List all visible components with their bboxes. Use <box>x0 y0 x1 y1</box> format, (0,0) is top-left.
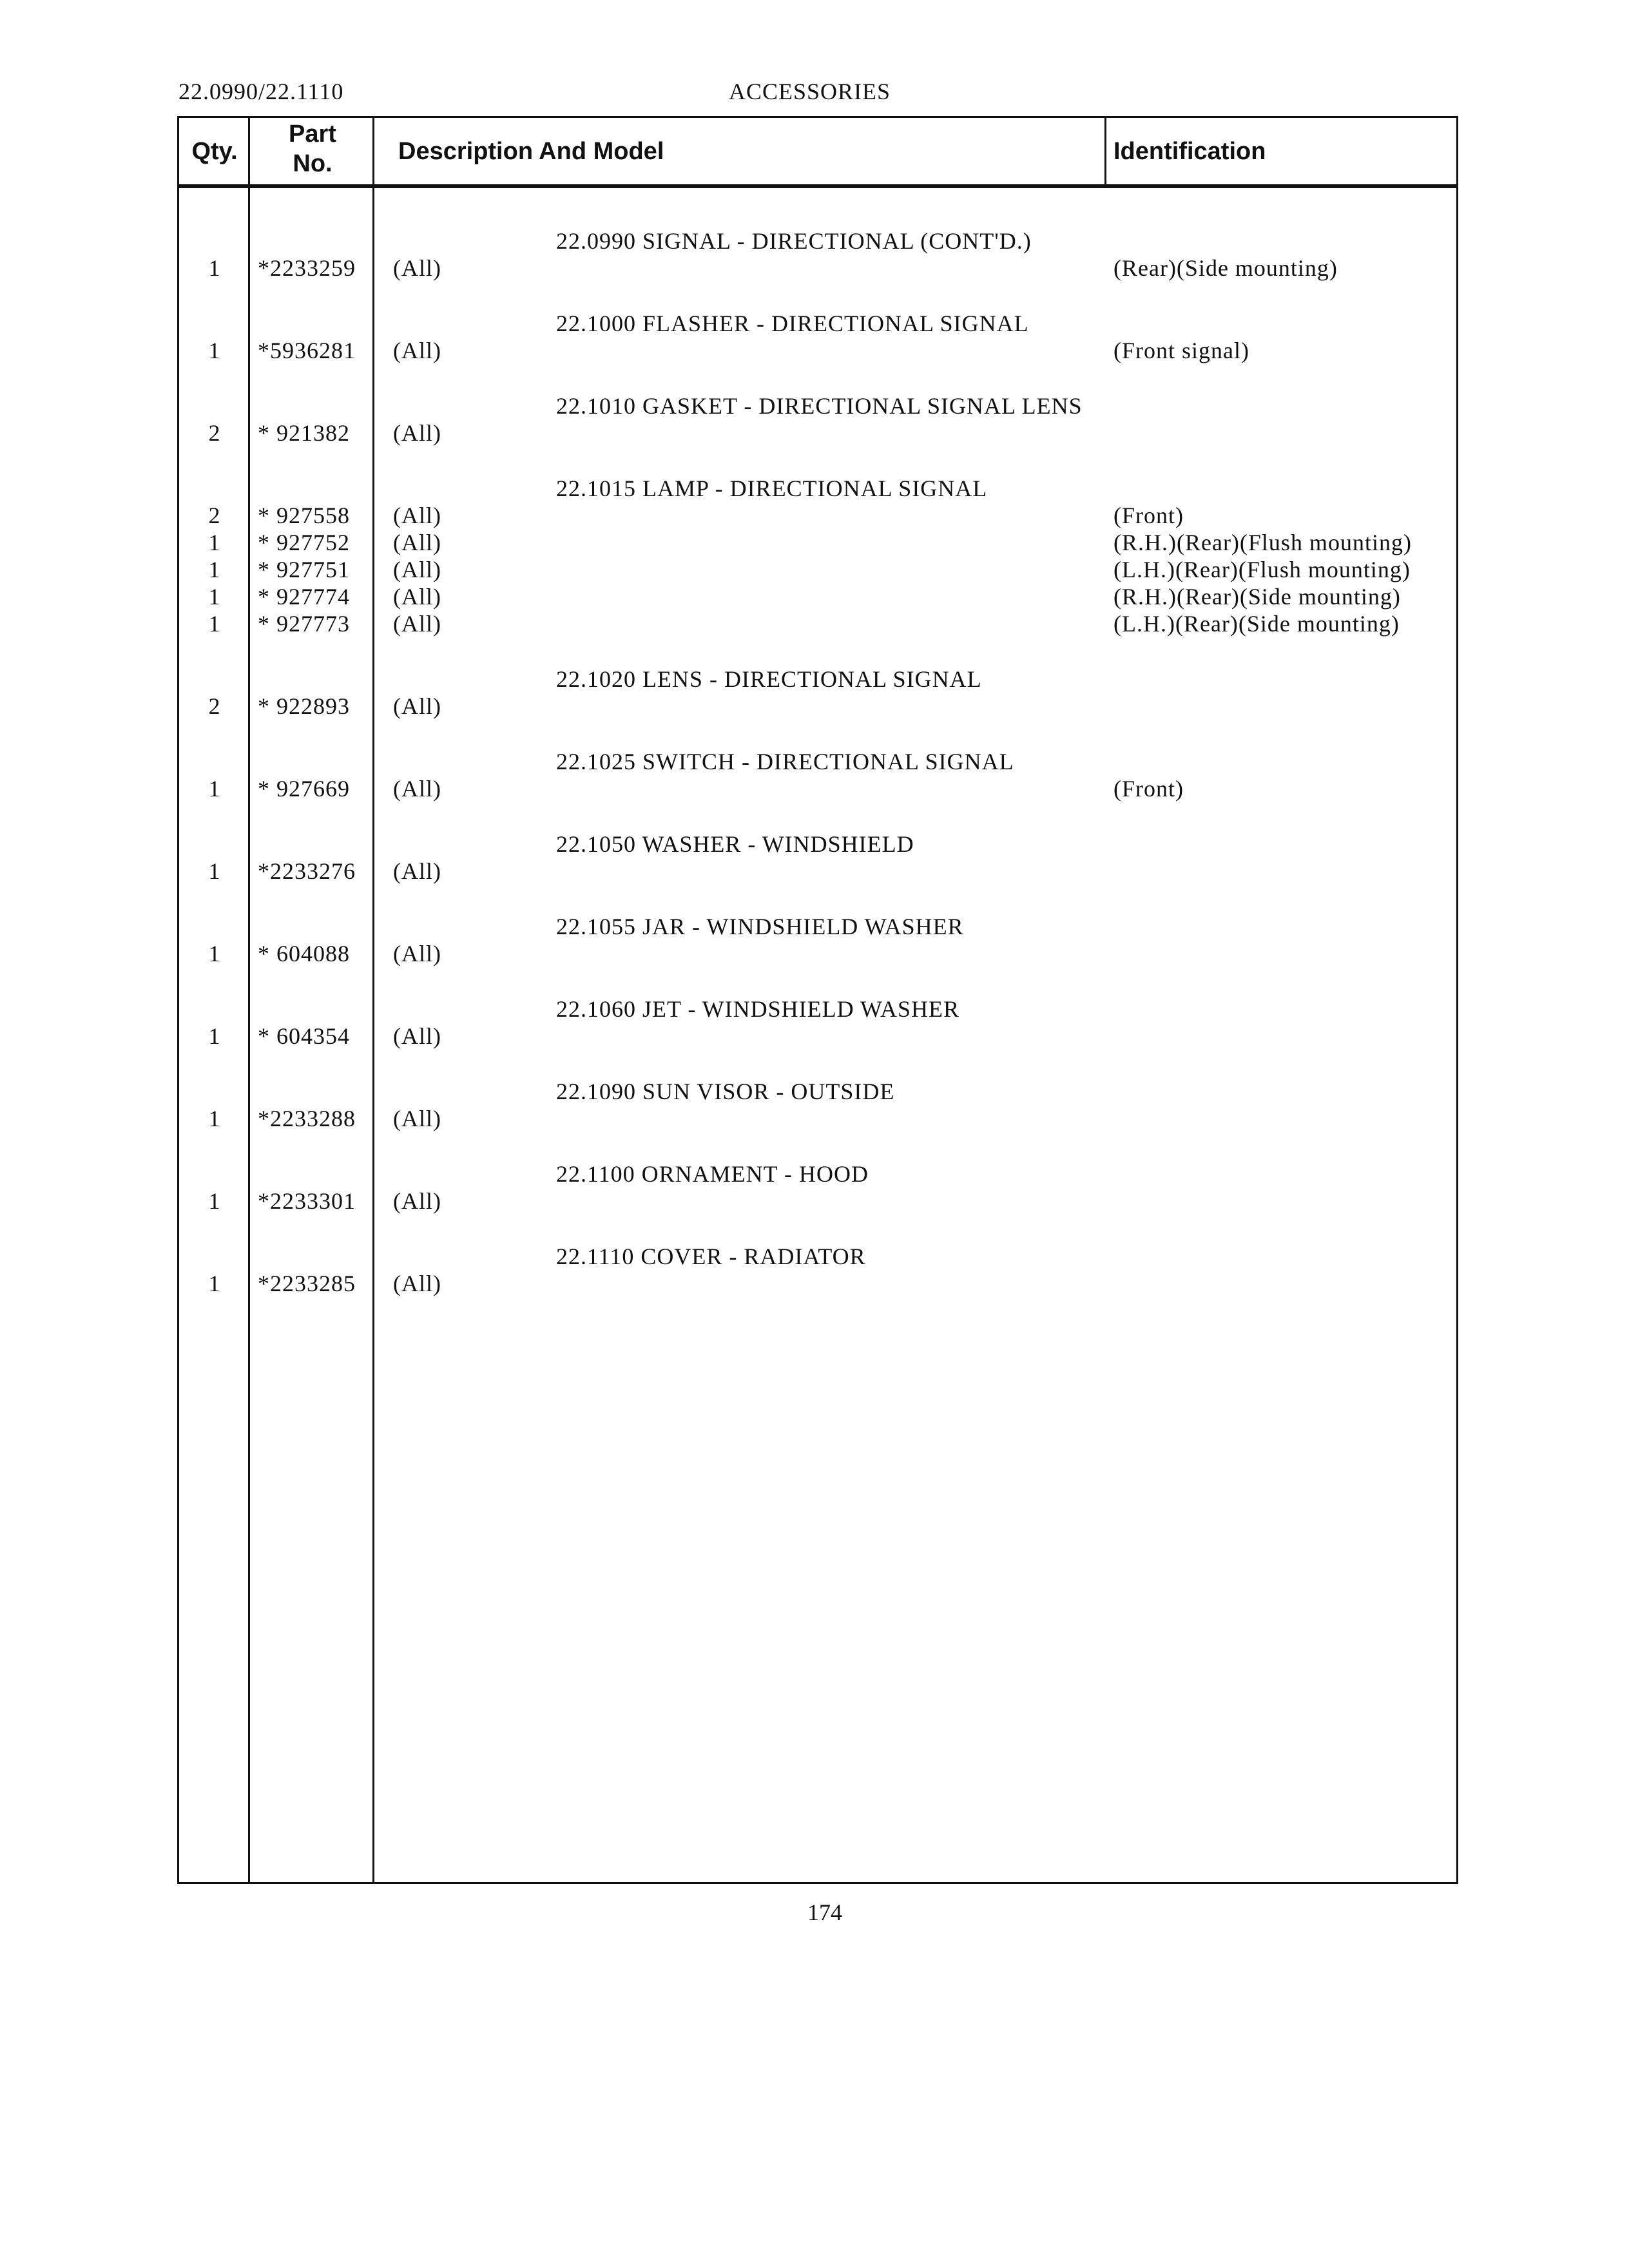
parts-table <box>177 116 1458 1884</box>
qty-cell: 1 <box>208 1106 221 1131</box>
section-heading: 22.1090 SUN VISOR - OUTSIDE <box>556 1079 895 1104</box>
part-number-cell: *2233285 <box>258 1271 356 1296</box>
qty-cell: 2 <box>208 503 221 528</box>
section-heading: 22.1010 GASKET - DIRECTIONAL SIGNAL LENS <box>556 393 1083 419</box>
part-number-cell: * 921382 <box>258 420 350 446</box>
part-number-cell: * 927751 <box>258 557 350 582</box>
identification-cell: (R.H.)(Rear)(Flush mounting) <box>1113 530 1412 555</box>
part-number-cell: * 927669 <box>258 776 350 802</box>
identification-cell: (Rear)(Side mounting) <box>1113 255 1338 281</box>
section-title: ACCESSORIES <box>729 79 891 104</box>
ident-column-divider <box>1104 118 1106 184</box>
part-number-cell: *2233301 <box>258 1188 356 1214</box>
part-number-cell: * 927558 <box>258 503 350 528</box>
qty-cell: 1 <box>208 255 221 281</box>
model-cell: (All) <box>393 420 441 446</box>
section-heading: 22.1015 LAMP - DIRECTIONAL SIGNAL <box>556 476 988 501</box>
section-heading: 22.1055 JAR - WINDSHIELD WASHER <box>556 914 964 939</box>
qty-cell: 1 <box>208 1271 221 1296</box>
section-heading: 22.0990 SIGNAL - DIRECTIONAL (CONT'D.) <box>556 228 1032 254</box>
qty-cell: 1 <box>208 530 221 555</box>
part-number-cell: * 922893 <box>258 693 350 719</box>
part-number-cell: *2233288 <box>258 1106 356 1131</box>
qty-cell: 1 <box>208 557 221 582</box>
part-number-cell: *2233276 <box>258 858 356 884</box>
model-cell: (All) <box>393 858 441 884</box>
section-heading: 22.1100 ORNAMENT - HOOD <box>556 1161 869 1187</box>
identification-cell: (Front signal) <box>1113 338 1249 363</box>
header-rule <box>179 184 1456 188</box>
identification-cell: (Front) <box>1113 503 1184 528</box>
part-number-cell: *2233259 <box>258 255 356 281</box>
model-cell: (All) <box>393 776 441 802</box>
part-number-cell: * 927774 <box>258 584 350 610</box>
model-cell: (All) <box>393 1271 441 1296</box>
qty-cell: 1 <box>208 1188 221 1214</box>
qty-column-divider <box>248 118 250 1882</box>
model-cell: (All) <box>393 557 441 582</box>
model-cell: (All) <box>393 693 441 719</box>
qty-cell: 2 <box>208 693 221 719</box>
part-number-cell: * 604088 <box>258 941 350 966</box>
model-cell: (All) <box>393 338 441 363</box>
qty-cell: 1 <box>208 611 221 637</box>
model-cell: (All) <box>393 255 441 281</box>
model-cell: (All) <box>393 1188 441 1214</box>
part-number-column-header <box>251 119 374 178</box>
section-heading: 22.1060 JET - WINDSHIELD WASHER <box>556 996 959 1022</box>
section-range: 22.0990/22.1110 <box>178 79 344 104</box>
model-cell: (All) <box>393 503 441 528</box>
model-cell: (All) <box>393 530 441 555</box>
identification-cell: (L.H.)(Rear)(Side mounting) <box>1113 611 1400 637</box>
model-cell: (All) <box>393 584 441 610</box>
qty-cell: 1 <box>208 584 221 610</box>
section-heading: 22.1050 WASHER - WINDSHIELD <box>556 831 914 857</box>
part-header-line1: Part <box>289 120 336 148</box>
qty-cell: 1 <box>208 1023 221 1049</box>
identification-cell: (L.H.)(Rear)(Flush mounting) <box>1113 557 1411 582</box>
model-cell: (All) <box>393 1023 441 1049</box>
qty-cell: 1 <box>208 858 221 884</box>
part-column-divider <box>372 118 374 1882</box>
model-cell: (All) <box>393 941 441 966</box>
qty-cell: 2 <box>208 420 221 446</box>
description-column-header: Description And Model <box>398 138 664 165</box>
section-heading: 22.1000 FLASHER - DIRECTIONAL SIGNAL <box>556 311 1029 336</box>
part-number-cell: * 604354 <box>258 1023 350 1049</box>
part-header-line2: No. <box>293 150 333 177</box>
part-number-cell: *5936281 <box>258 338 356 363</box>
identification-cell: (Front) <box>1113 776 1184 802</box>
qty-cell: 1 <box>208 338 221 363</box>
qty-column-header: Qty. <box>191 138 238 165</box>
identification-cell: (R.H.)(Rear)(Side mounting) <box>1113 584 1401 610</box>
identification-column-header: Identification <box>1113 138 1266 165</box>
part-number-cell: * 927752 <box>258 530 350 555</box>
page-number: 174 <box>807 1899 842 1925</box>
section-heading: 22.1025 SWITCH - DIRECTIONAL SIGNAL <box>556 749 1014 774</box>
section-heading: 22.1020 LENS - DIRECTIONAL SIGNAL <box>556 666 982 692</box>
section-heading: 22.1110 COVER - RADIATOR <box>556 1244 866 1269</box>
part-number-cell: * 927773 <box>258 611 350 637</box>
qty-cell: 1 <box>208 941 221 966</box>
model-cell: (All) <box>393 611 441 637</box>
qty-cell: 1 <box>208 776 221 802</box>
model-cell: (All) <box>393 1106 441 1131</box>
